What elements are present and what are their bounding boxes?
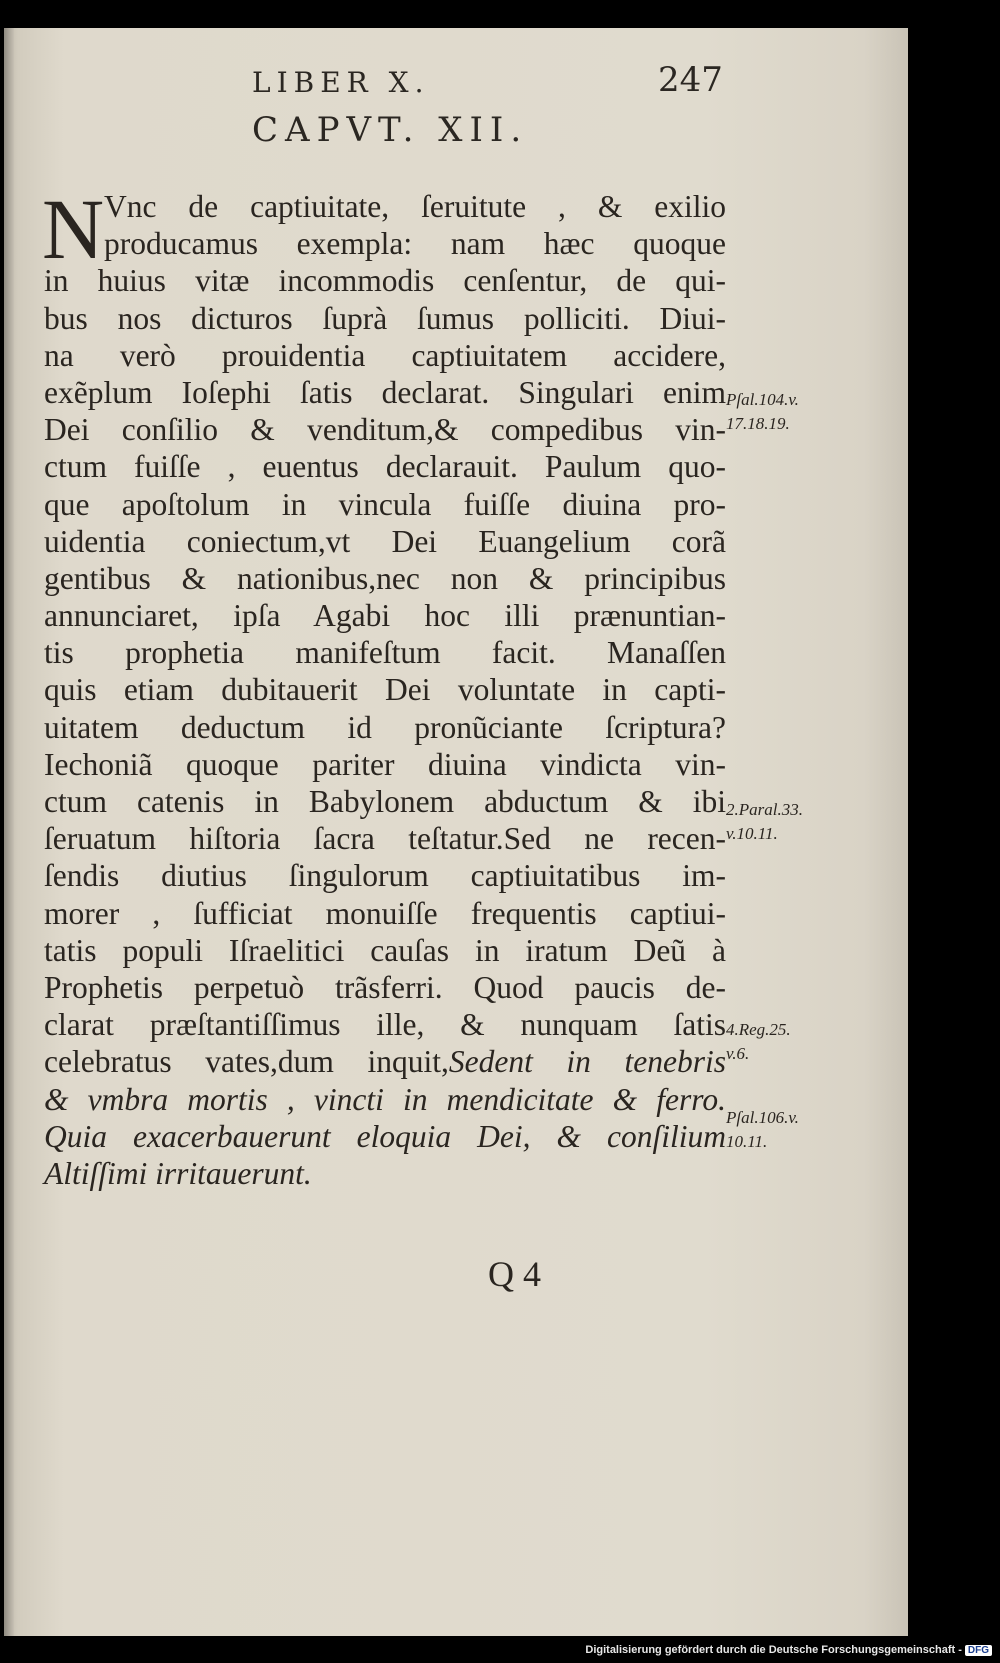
scripture-quote-line: & vmbra mortis , vincti in mendicitate & ferro. <box>44 1081 726 1117</box>
margin-note-reges <box>726 1018 791 1066</box>
text-line: na verò prouidentia captiuitatem accidere, <box>44 337 726 373</box>
credit-text: Digitalisierung gefördert durch die Deutsche Forschungsgemeinschaft - <box>585 1644 962 1656</box>
body-text <box>42 181 727 1192</box>
margin-note-line: 17.18.19. <box>726 414 790 433</box>
text-line-mixed <box>44 1043 726 1080</box>
page-gutter-edge <box>4 28 14 1636</box>
text-line: morer , ſufficiat monuiſſe frequentis captiui- <box>44 895 726 931</box>
margin-note-line: Pſal.104.v. <box>726 390 799 409</box>
margin-note-psalm-104 <box>726 388 799 436</box>
chapter-title: CAPVT. XII. <box>252 110 529 150</box>
margin-note-paralipomenon <box>726 798 803 846</box>
text-line: ctum fuiſſe , euentus declarauit. Paulum quo- <box>44 449 726 485</box>
text-line: Vnc de captiuitate, ſeruitute , & exilio <box>104 189 726 224</box>
scripture-quote-line: Quia exacerbauerunt eloquia Dei, & conſilium <box>44 1118 726 1154</box>
text-line: quis etiam dubitauerit Dei voluntate in capti- <box>44 672 726 708</box>
text-line: ſeruatum hiſtoria ſacra teſtatur.Sed ne recen- <box>44 821 726 857</box>
margin-note-line: v.6. <box>726 1044 750 1063</box>
text-line: uidentia coniectum,vt Dei Euangelium corã <box>44 523 726 559</box>
margin-note-line: 10.11. <box>726 1132 768 1151</box>
text-line: exẽplum Ioſephi ſatis declarat. Singulari enim <box>44 374 726 410</box>
text-line: ſendis diutius ſingulorum captiuitatibus im- <box>44 858 726 894</box>
scripture-quote: Sedent in tenebris <box>448 1044 727 1080</box>
margin-note-line: 4.Reg.25. <box>726 1020 791 1039</box>
running-head: LIBER X. <box>252 66 430 99</box>
text-line: que apoſtolum in vincula fuiſſe diuina pro- <box>44 486 726 522</box>
roman-text: celebratus vates,dum inquit, <box>44 1044 449 1080</box>
drop-capital: N <box>42 181 105 277</box>
digitization-credit <box>585 1644 992 1656</box>
text-line: uitatem deductum id pronũciante ſcriptura? <box>44 709 726 745</box>
text-line: ctum catenis in Babylonem abductum & ibi <box>44 784 726 819</box>
margin-note-line: v.10.11. <box>726 824 778 843</box>
text-line: in huius vitæ incommodis cenſentur, de qui- <box>44 263 726 299</box>
text-line: tis prophetia manifeſtum facit. Manaſſen <box>44 635 726 671</box>
text-line: producamus exempla: nam hæc quoque <box>104 226 726 262</box>
text-line: Prophetis perpetuò trãsferri. Quod paucis de- <box>44 969 726 1005</box>
text-line: gentibus & nationibus,nec non & principibus <box>44 560 726 596</box>
text-line: tatis populi Iſraelitici cauſas in iratum Deũ à <box>44 932 726 968</box>
margin-note-psalm-106 <box>726 1106 799 1154</box>
signature-mark: Q 4 <box>488 1254 541 1294</box>
text-line: annunciaret, ipſa Agabi hoc illi prænuntian- <box>44 598 726 634</box>
margin-note-line: 2.Paral.33. <box>726 800 803 819</box>
text-line: Iechoniã quoque pariter diuina vindicta vin- <box>44 746 726 782</box>
scripture-quote-line: Altiſſimi irritauerunt. <box>44 1155 312 1191</box>
text-line: clarat præſtantiſſimus ille, & nunquam ſatis <box>44 1007 726 1043</box>
text-line: bus nos dicturos ſuprà ſumus polliciti. Diui- <box>44 300 726 336</box>
margin-note-line: Pſal.106.v. <box>726 1108 799 1127</box>
text-line: Dei conſilio & venditum,& compedibus vin- <box>44 412 726 448</box>
book-page <box>4 28 908 1636</box>
dfg-logo: DFG <box>965 1645 992 1656</box>
page-number: 247 <box>658 60 723 100</box>
